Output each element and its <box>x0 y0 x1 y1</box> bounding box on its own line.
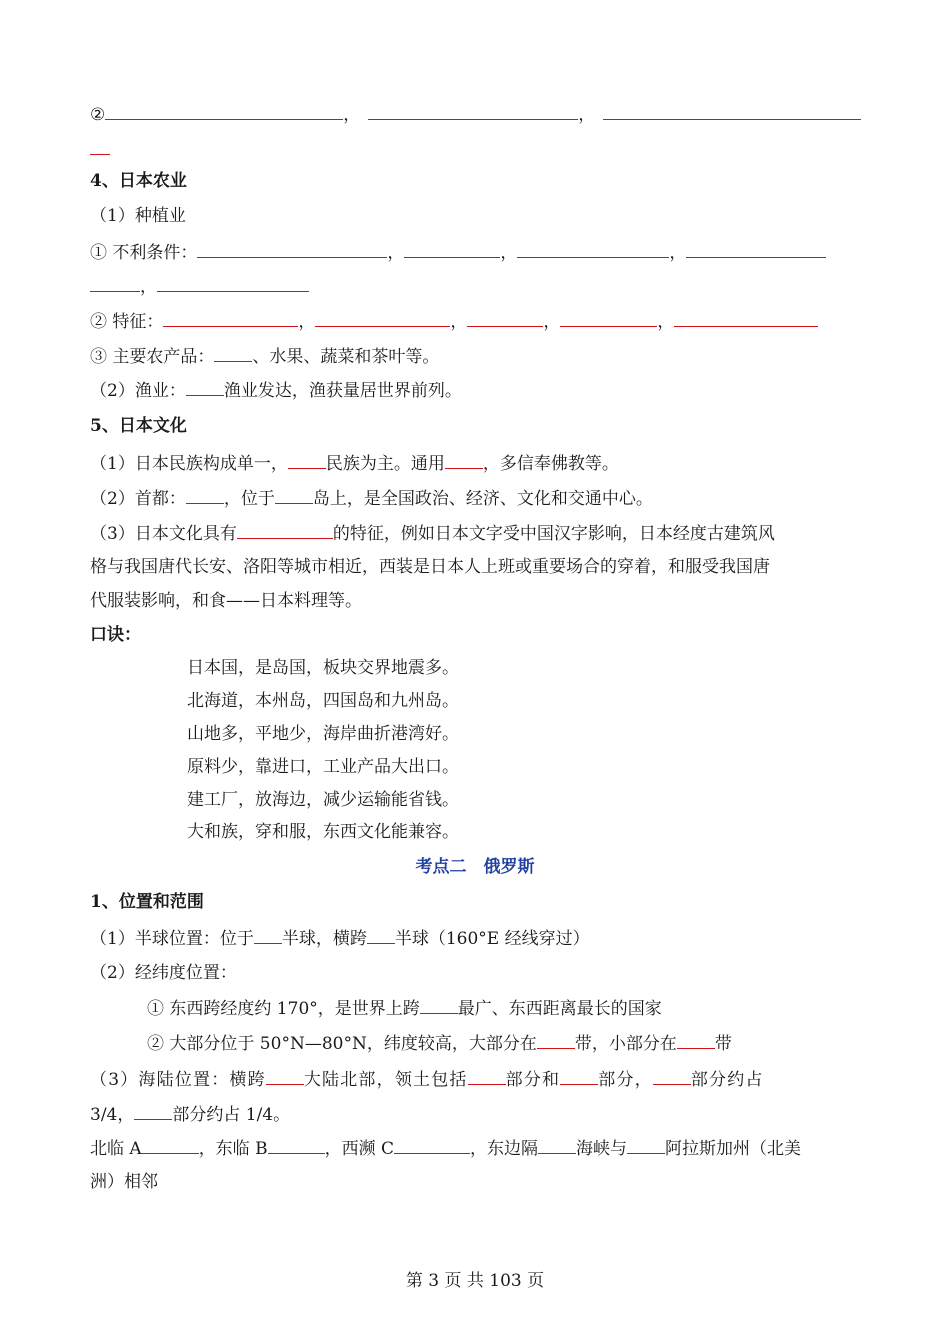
text: 民族为主。通用 <box>325 454 445 474</box>
blank[interactable] <box>468 1067 506 1085</box>
text: ，位于 <box>223 489 275 509</box>
blank[interactable] <box>186 378 224 396</box>
text: ，东边隔 <box>470 1139 539 1159</box>
text: （3）日本文化具有 <box>90 524 237 544</box>
culture-line-3 <box>90 521 860 546</box>
blank[interactable] <box>186 486 224 504</box>
blank[interactable] <box>266 1067 304 1085</box>
blank[interactable] <box>134 1102 172 1120</box>
text: 半球，横跨 <box>281 929 367 949</box>
blank[interactable] <box>237 521 333 539</box>
text: ② 大部分位于 50°N—80°N，纬度较高，大部分在 <box>147 1034 537 1054</box>
page-footer: 第 3 页 共 103 页 <box>405 1271 545 1291</box>
blank[interactable] <box>537 1031 575 1049</box>
blank[interactable] <box>467 309 543 327</box>
blank[interactable] <box>268 1136 325 1154</box>
comma: ， <box>543 312 561 332</box>
blank[interactable] <box>674 309 818 327</box>
blank[interactable] <box>288 451 326 469</box>
text: 部分约占 <box>690 1070 764 1090</box>
circled-2: ② <box>90 105 106 125</box>
text: 、水果、蔬菜和茶叶等。 <box>252 347 440 367</box>
blank[interactable] <box>627 1136 665 1154</box>
blank[interactable] <box>445 451 483 469</box>
text: （1）半球位置：位于 <box>90 929 254 949</box>
comma: ， <box>500 243 518 263</box>
blank[interactable] <box>677 1031 715 1049</box>
culture-line-1 <box>90 451 860 476</box>
blank[interactable] <box>254 926 282 944</box>
blank[interactable] <box>603 102 861 120</box>
answer-line-2-cont <box>90 137 860 162</box>
blank[interactable] <box>404 240 500 258</box>
heading-culture: 5、日本文化 <box>90 416 187 436</box>
mnemonic-line: 建工厂，放海边，减少运输能省钱。 <box>187 790 459 810</box>
blank[interactable] <box>315 309 450 327</box>
text: （2）首都： <box>90 489 186 509</box>
text: 部分和 <box>505 1070 561 1090</box>
culture-line-3b: 格与我国唐代长安、洛阳等城市相近，西装是日本人上班或重要场合的穿着，和服受我国唐 <box>90 557 770 577</box>
text: ，多信奉佛教等。 <box>482 454 619 474</box>
text: （1）日本民族构成单一， <box>90 454 288 474</box>
fishery-line <box>90 378 860 403</box>
blank[interactable] <box>214 344 252 362</box>
blank[interactable] <box>368 102 578 120</box>
comma: ， <box>298 312 316 332</box>
mnemonic-line: 日本国，是岛国，板块交界地震多。 <box>187 658 459 678</box>
comma: ， <box>450 312 468 332</box>
disadvantage-line-cont <box>90 274 860 299</box>
latlon-heading: （2）经纬度位置： <box>90 963 237 983</box>
comma: ， <box>657 312 675 332</box>
longitude-line <box>147 996 860 1021</box>
text: 带，小部分在 <box>574 1034 677 1054</box>
label: ② 特征： <box>90 312 164 332</box>
text: 半球（160°E 经线穿过） <box>394 929 590 949</box>
blank[interactable] <box>90 274 140 292</box>
blank[interactable] <box>686 240 826 258</box>
text: 大陆北部，领土包括 <box>303 1070 468 1090</box>
text: 部分， <box>598 1070 653 1090</box>
answer-line-2 <box>90 102 860 127</box>
text: ① 东西跨经度约 170°，是世界上跨 <box>147 999 420 1019</box>
blank[interactable] <box>157 274 309 292</box>
mnemonic-line: 山地多，平地少，海岸曲折港湾好。 <box>187 724 459 744</box>
blank[interactable] <box>197 240 387 258</box>
text: 岛上，是全国政治、经济、文化和交通中心。 <box>312 489 653 509</box>
text: 北临 A <box>90 1139 142 1159</box>
comma: ， <box>669 243 687 263</box>
blank[interactable] <box>560 309 657 327</box>
culture-line-2 <box>90 486 860 511</box>
text: 3/4， <box>90 1105 135 1125</box>
blank[interactable] <box>538 1136 576 1154</box>
text: 部分约占 1/4。 <box>172 1105 291 1125</box>
sea-land-line-cont <box>90 1102 860 1127</box>
blank[interactable] <box>367 926 395 944</box>
blank[interactable] <box>517 240 669 258</box>
label: ① 不利条件： <box>90 243 198 263</box>
comma: ， <box>578 105 596 125</box>
blank[interactable] <box>105 102 343 120</box>
comma: ， <box>343 105 361 125</box>
culture-line-3c: 代服装影响，和食——日本料理等。 <box>90 591 362 611</box>
text: 最广、东西距离最长的国家 <box>457 999 662 1019</box>
latitude-line <box>147 1031 860 1056</box>
blank[interactable] <box>420 996 458 1014</box>
blank[interactable] <box>653 1067 691 1085</box>
comma: ， <box>140 277 157 297</box>
blank[interactable] <box>560 1067 598 1085</box>
hemisphere-line <box>90 926 860 951</box>
heading-agriculture: 4、日本农业 <box>90 171 187 191</box>
disadvantage-line <box>90 240 860 265</box>
label: （2）渔业： <box>90 381 186 401</box>
text: 的特征，例如日本文字受中国汉字影响，日本经度古建筑风 <box>332 524 775 544</box>
heading-location: 1、位置和范围 <box>90 892 204 912</box>
text: ，西濒 C <box>324 1139 395 1159</box>
blank[interactable] <box>90 137 110 155</box>
subheading-planting: （1）种植业 <box>90 206 186 226</box>
text: 渔业发达，渔获量居世界前列。 <box>223 381 462 401</box>
blank[interactable] <box>394 1136 470 1154</box>
borders-line <box>90 1136 860 1161</box>
mnemonic-heading: 口诀： <box>90 625 141 645</box>
text: （3）海陆位置：横跨 <box>90 1070 266 1090</box>
text: ，东临 B <box>198 1139 268 1159</box>
feature-line <box>90 309 860 334</box>
mnemonic-line: 大和族，穿和服，东西文化能兼容。 <box>187 822 459 842</box>
section-title-russia: 考点二 俄罗斯 <box>415 857 535 877</box>
mnemonic-line: 原料少，靠进口，工业产品大出口。 <box>187 757 459 777</box>
label: ③ 主要农产品： <box>90 347 215 367</box>
mnemonic-line: 北海道，本州岛，四国岛和九州岛。 <box>187 691 459 711</box>
sea-land-line <box>90 1067 860 1092</box>
blank[interactable] <box>275 486 313 504</box>
borders-line-cont: 洲）相邻 <box>90 1172 158 1192</box>
blank[interactable] <box>142 1136 199 1154</box>
products-line <box>90 344 860 369</box>
text: 带 <box>714 1034 732 1054</box>
text: 海峡与 <box>576 1139 628 1159</box>
text: 阿拉斯加州（北美 <box>665 1139 802 1159</box>
blank[interactable] <box>163 309 298 327</box>
comma: ， <box>387 243 405 263</box>
